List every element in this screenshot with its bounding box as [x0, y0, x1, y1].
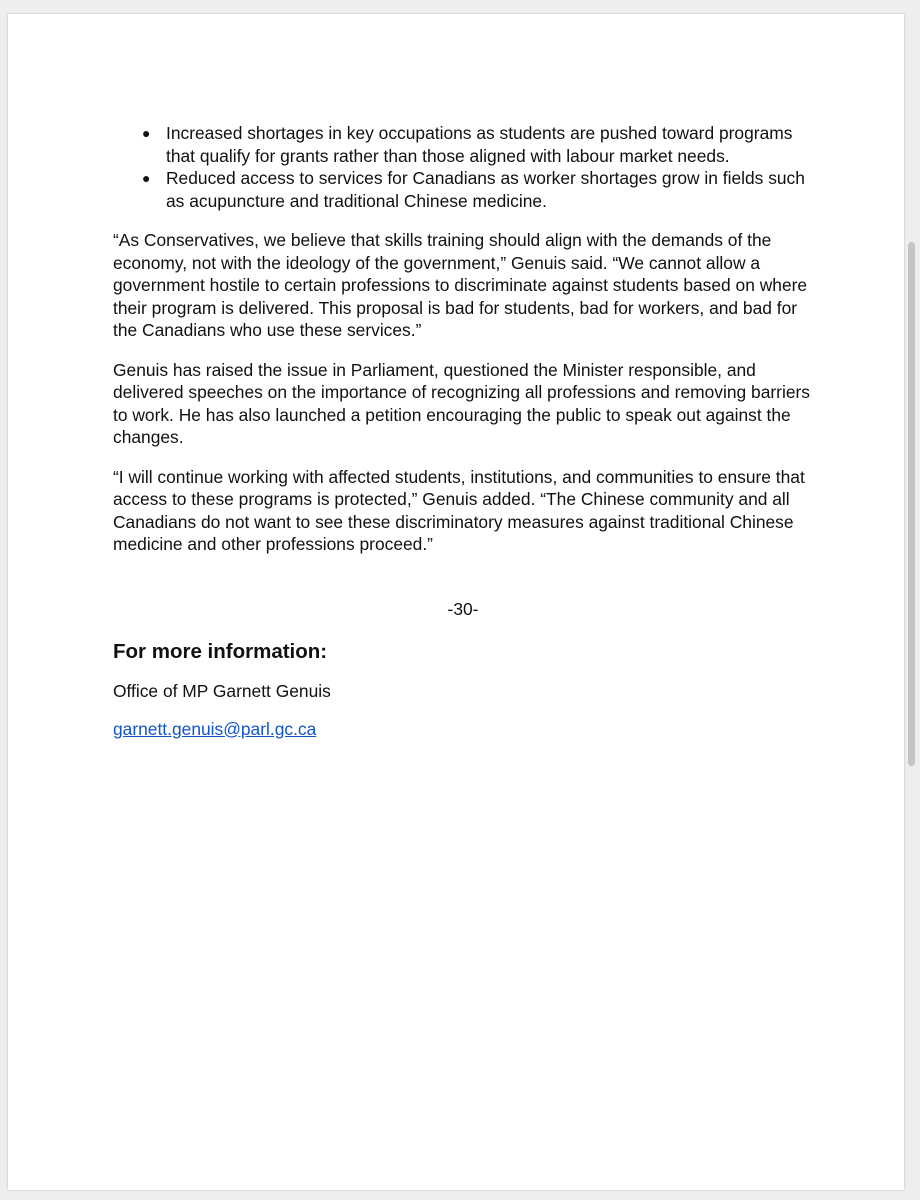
- contact-email-link[interactable]: garnett.genuis@parl.gc.ca: [113, 718, 317, 739]
- bullet-text: Increased shortages in key occupations as students are pushed toward programs that qualify for grants rather than those aligned with labour market needs.: [166, 123, 793, 166]
- bullet-text: Reduced access to services for Canadians as worker shortages grow in fields such as acupuncture and traditional Chinese medicine.: [166, 168, 805, 211]
- end-mark: -30-: [447, 598, 479, 619]
- contact-office: Office of MP Garnett Genuis: [113, 681, 331, 701]
- list-item: [113, 122, 813, 167]
- list-item: [113, 167, 813, 212]
- vertical-scrollbar[interactable]: [906, 14, 916, 1190]
- document-body: [113, 122, 813, 740]
- bullet-icon: ●: [142, 125, 151, 141]
- contact-heading: For more information:: [113, 640, 328, 663]
- body-paragraph: Genuis has raised the issue in Parliament, questioned the Minister responsible, and delivered speeches on the importance of recognizing all professions and removing barriers to work. He has also launched a petition encouraging the public to speak out against the changes.: [113, 359, 810, 447]
- bullet-icon: ●: [142, 170, 151, 186]
- closing-quote-paragraph: “I will continue working with affected students, institutions, and communities to ensure that access to these programs is protected,” Genuis added. “The Chinese community and all Canadians do not want to see these discriminatory measures against traditional Chinese medicine and other professions proceed.”: [113, 466, 805, 554]
- bullet-list: [113, 122, 813, 212]
- quote-paragraph: “As Conservatives, we believe that skills training should align with the demands of the economy, not with the ideology of the government,” Genuis said. “We cannot allow a government hostile to certain professions to discriminate against students based on where their program is delivered. This proposal is bad for students, bad for workers, and bad for the Canadians who use these services.”: [113, 230, 808, 340]
- scrollbar-thumb[interactable]: [908, 242, 915, 766]
- document-page: [8, 14, 904, 1190]
